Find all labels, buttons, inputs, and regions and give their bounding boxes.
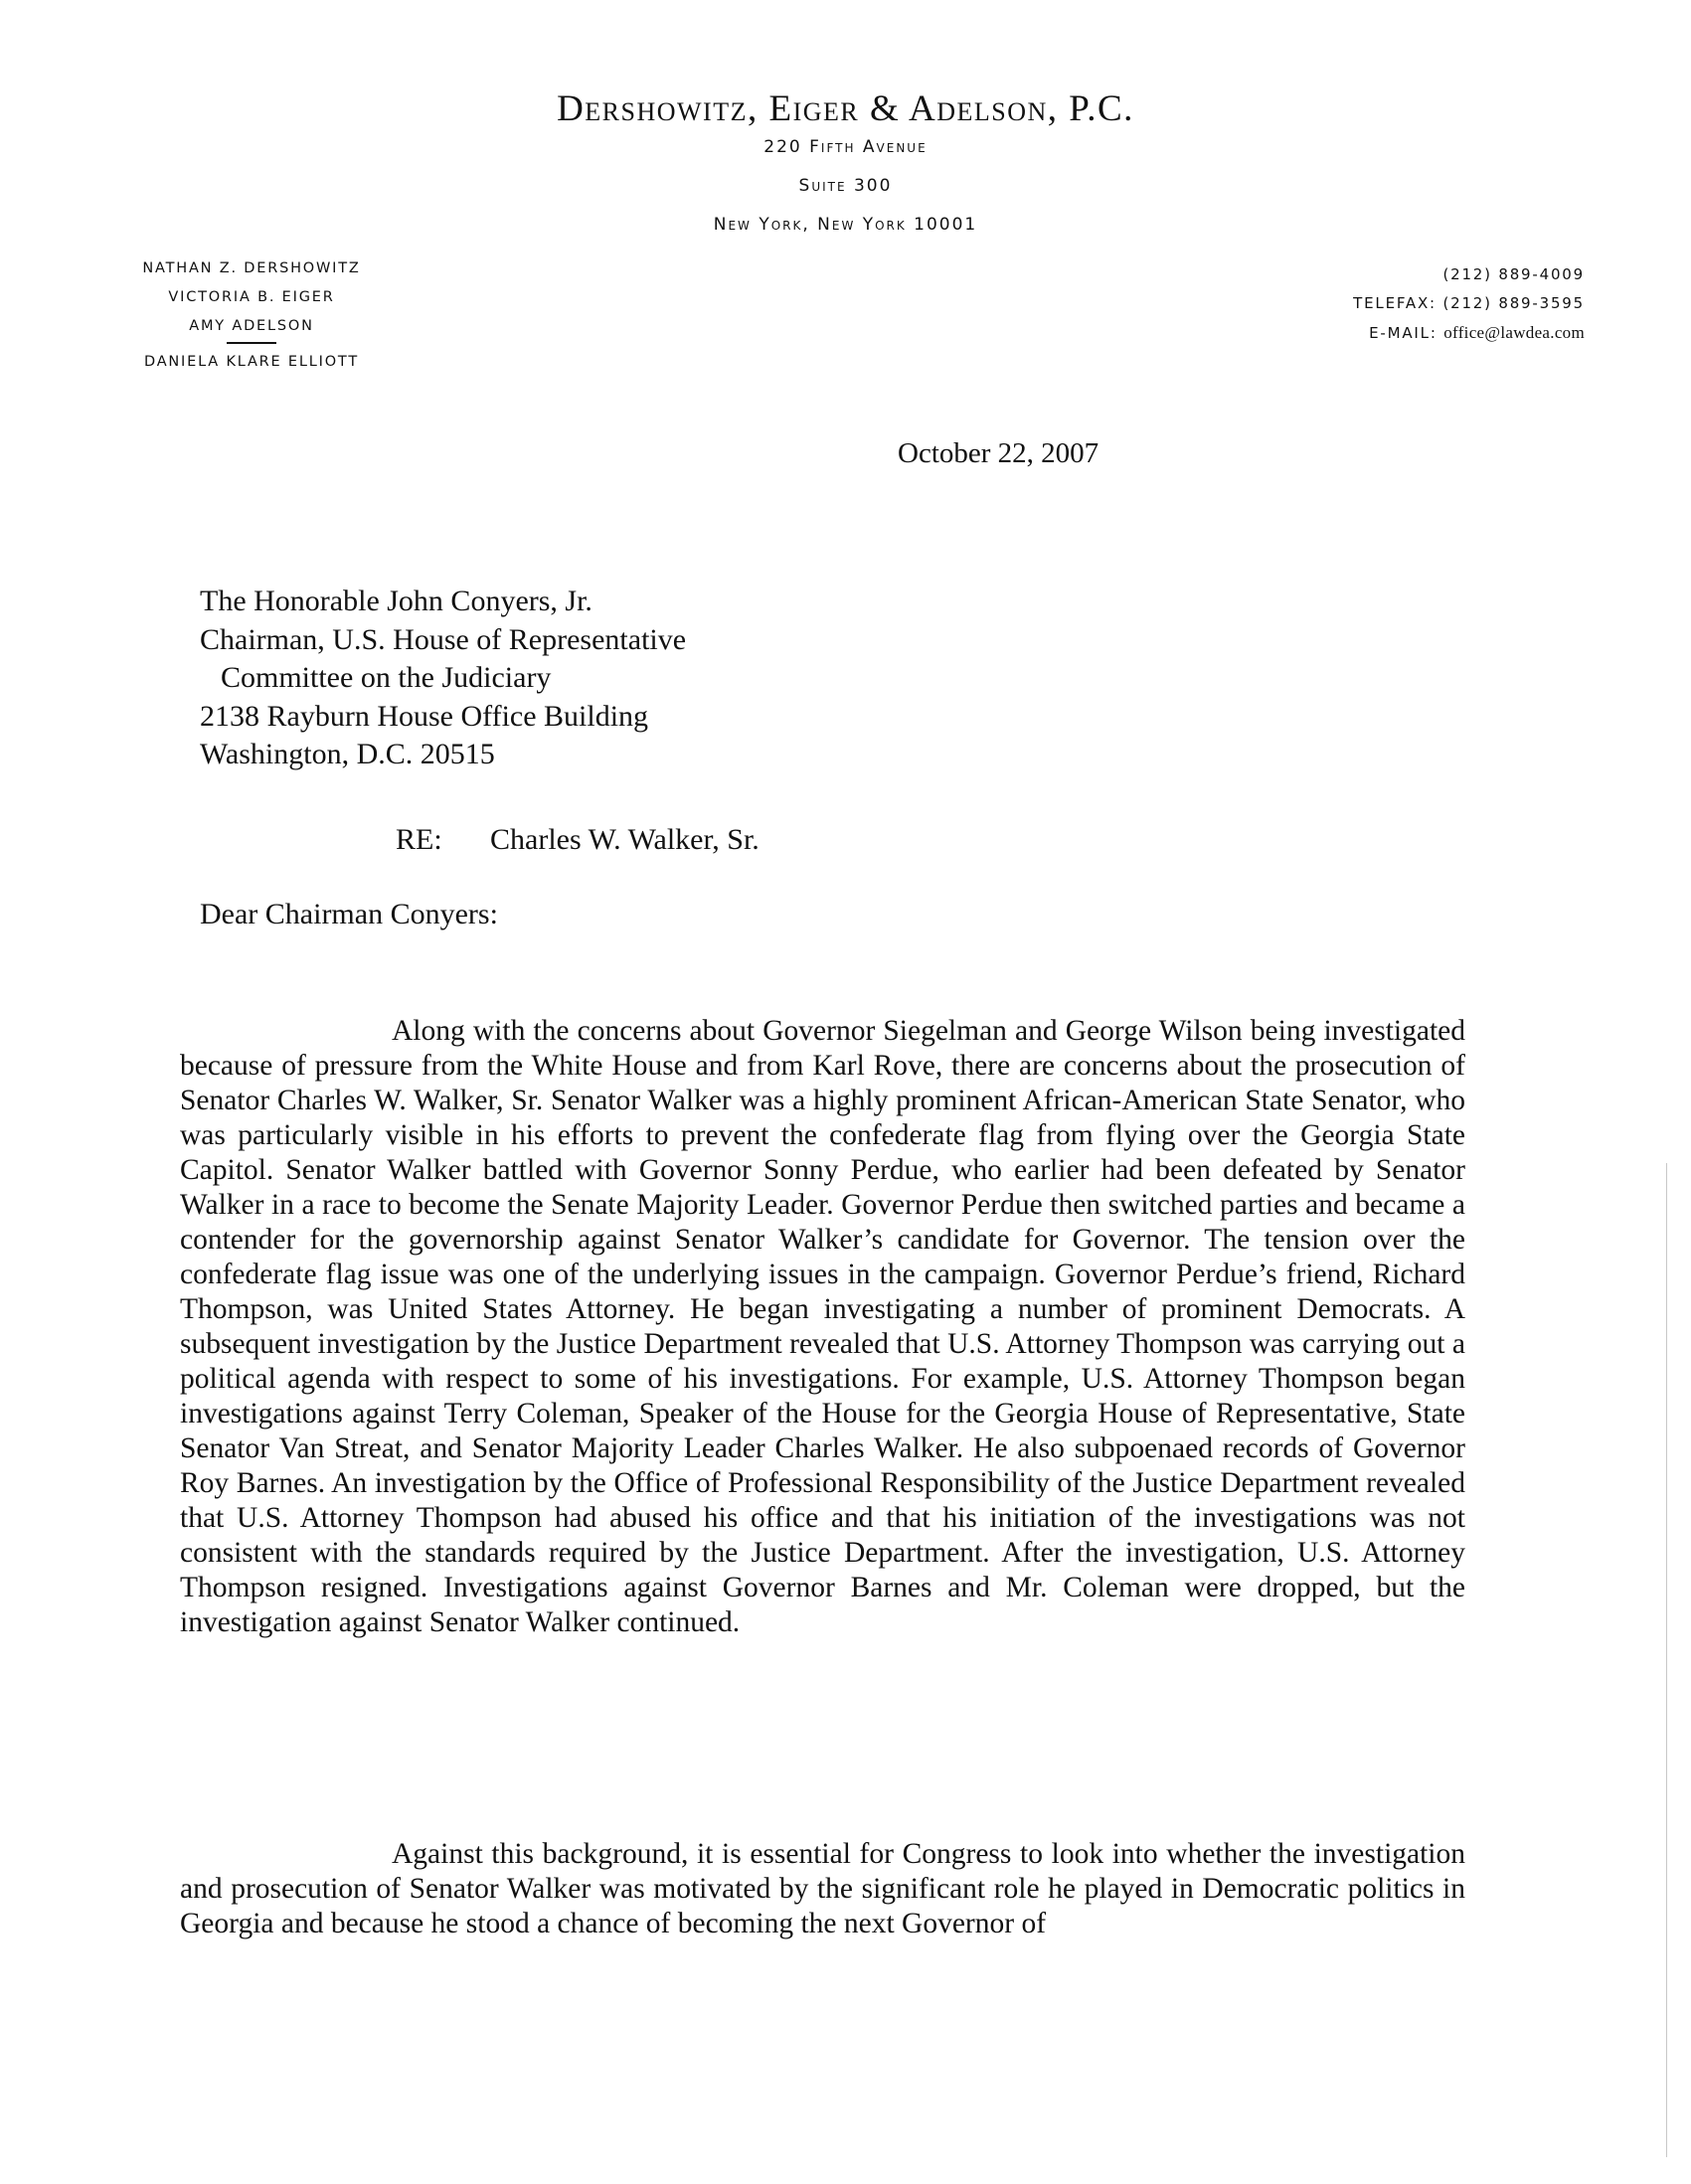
scan-edge-line	[1666, 1163, 1667, 2157]
addressee-block	[200, 583, 686, 774]
contact-block	[1353, 260, 1585, 347]
body-paragraph: Against this background, it is essential for Congress to look into whether the investigation and prosecution of Senator Walker was motivated by the significant role he played in Democratic politics in Georgia and because he stood a chance of becoming the next Governor of	[180, 1837, 1465, 1939]
addressee-line: Washington, D.C. 20515	[200, 738, 495, 770]
addressee-line: 2138 Rayburn House Office Building	[200, 699, 649, 733]
letter-date: October 22, 2007	[898, 437, 1099, 469]
partner-name: NATHAN Z. DERSHOWITZ	[142, 260, 361, 276]
re-subject: Charles W. Walker, Sr.	[490, 823, 760, 856]
addressee-line: Chairman, U.S. House of Representative	[200, 622, 687, 656]
partners-list	[119, 254, 384, 377]
telefax-line	[1353, 289, 1585, 318]
associate-name: DANIELA KLARE ELLIOTT	[143, 354, 359, 370]
firm-address-suite: Suite 300	[798, 176, 893, 196]
addressee-line: The Honorable John Conyers, Jr.	[200, 585, 592, 617]
phone-number: (212) 889-4009	[1442, 265, 1585, 283]
firm-name: Dershowitz, Eiger & Adelson, P.C.	[557, 88, 1134, 129]
partner-name: AMY ADELSON	[189, 318, 314, 334]
email-label: E-MAIL:	[1369, 324, 1437, 342]
body-paragraph: Along with the concerns about Governor Siegelman and George Wilson being investigated because of pressure from the White House and from Karl Rove, there are concerns about the prosecution of Senator Charles W. Walker, Sr. Senator Walker was a highly prominent African-American State Senator, who was particularly visible in his efforts to prevent the confederate flag from flying over the Georgia State Capitol. Senator Walker battled with Governor Sonny Perdue, who earlier had been defeated by Senator Walker in a race to become the Senate Majority Leader. Governor Perdue then switched parties and became a contender for the governorship against Senator Walker’s candidate for Governor. The tension over the confederate flag issue was one of the underlying issues in the campaign. Governor Perdue’s friend, Richard Thompson, was United States Attorney. He began investigating a number of prominent Democrats. A subsequent investigation by the Justice Department revealed that U.S. Attorney Thompson was carrying out a political agenda with respect to some of his investigations. For example, U.S. Attorney Thompson began investigations against Terry Coleman, Speaker of the House for the Georgia House of Representative, State Senator Van Streat, and Senator Majority Leader Charles Walker. He also subpoenaed records of Governor Roy Barnes. An investigation by the Office of Professional Responsibility of the Justice Department revealed that U.S. Attorney Thompson had abused his office and that his initiation of the investigations was not consistent with the standards required by the Justice Department. After the investigation, U.S. Attorney Thompson resigned. Investigations against Governor Barnes and Mr. Coleman were dropped, but the investigation against Senator Walker continued.	[180, 1014, 1465, 1638]
partners-divider	[227, 342, 276, 344]
partner-name: VICTORIA B. EIGER	[168, 289, 335, 305]
salutation: Dear Chairman Conyers:	[200, 898, 498, 930]
re-label: RE:	[396, 823, 442, 856]
addressee-line: Committee on the Judiciary	[221, 661, 552, 694]
telefax-label: TELEFAX:	[1353, 294, 1437, 312]
email-address: office@lawdea.com	[1443, 323, 1585, 342]
firm-address-city: New York, New York 10001	[713, 215, 978, 235]
telefax-number: (212) 889-3595	[1442, 294, 1585, 312]
email-line	[1353, 318, 1585, 347]
firm-address-street: 220 Fifth Avenue	[763, 137, 928, 157]
